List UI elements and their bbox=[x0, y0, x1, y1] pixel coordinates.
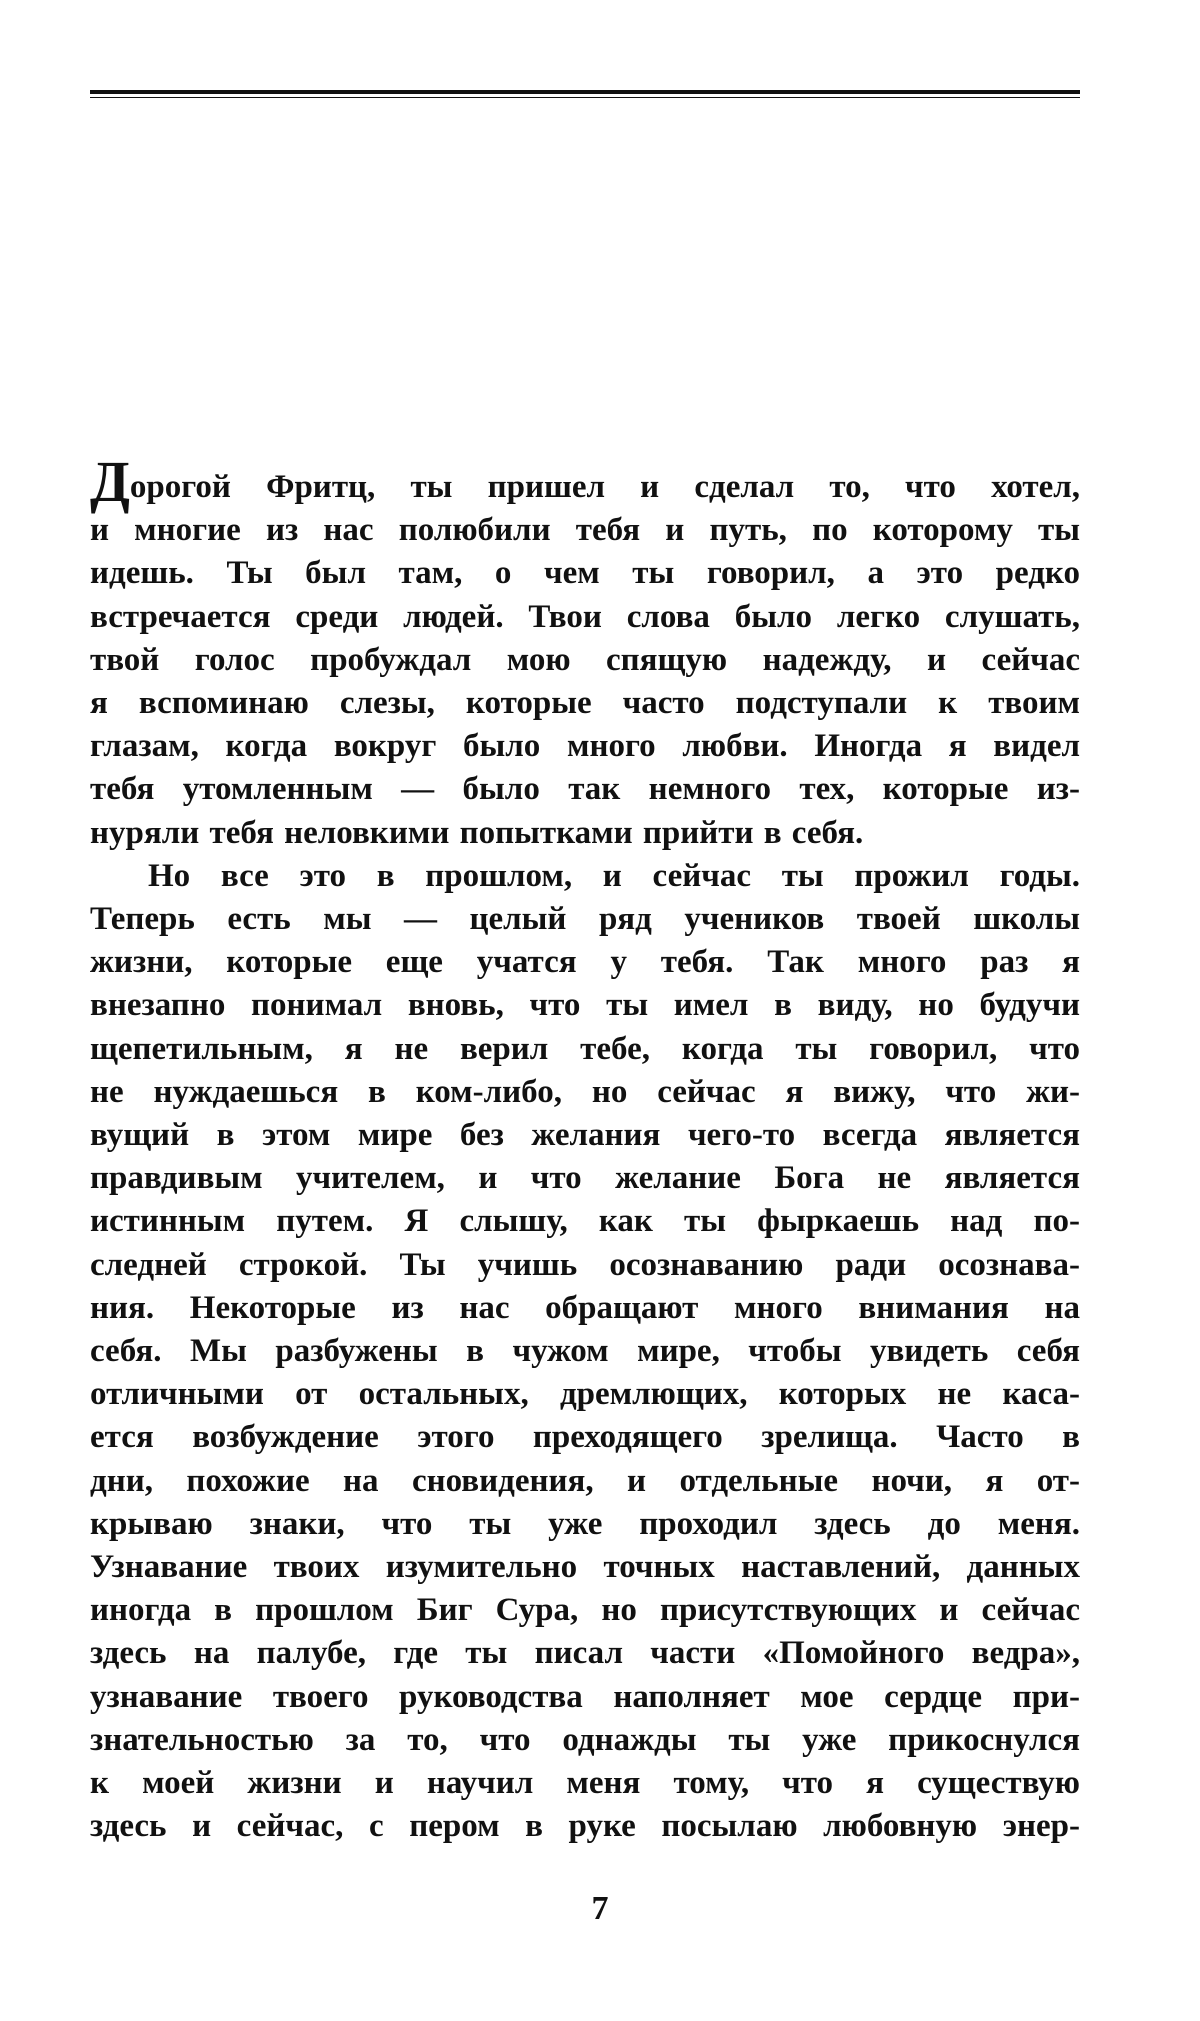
drop-cap: Д bbox=[90, 449, 130, 514]
text-line: следней строкой. Ты учишь осознаванию ради осознава- bbox=[90, 1246, 1080, 1283]
text-line: себя. Мы разбужены в чужом мире, чтобы увидеть себя bbox=[90, 1333, 1080, 1370]
text-line: ния. Некоторые из нас обращают много внимания на bbox=[90, 1289, 1080, 1326]
text-line: я вспоминаю слезы, которые часто подступали к твоим bbox=[90, 685, 1080, 722]
text-line: Дорогой Фритц, ты пришел и сделал то, что хотел, bbox=[90, 449, 1080, 514]
page-number: 7 bbox=[591, 1890, 609, 1927]
text-line: истинным путем. Я слышу, как ты фыркаешь над по- bbox=[90, 1203, 1080, 1240]
text-line: здесь и сейчас, с пером в руке посылаю любовную энер- bbox=[90, 1808, 1080, 1845]
text-line: встречается среди людей. Твои слова было легко слушать, bbox=[90, 598, 1080, 635]
text-line: крываю знаки, что ты уже проходил здесь до меня. bbox=[90, 1505, 1080, 1542]
text-line: не нуждаешься в ком-либо, но сейчас я вижу, что жи- bbox=[90, 1073, 1080, 1110]
text-line: дни, похожие на сновидения, и отдельные ночи, я от- bbox=[90, 1462, 1080, 1499]
text-line: внезапно понимал вновь, что ты имел в виду, но будучи bbox=[90, 987, 1080, 1024]
text-line: Узнавание твоих изумительно точных наставлений, данных bbox=[90, 1549, 1080, 1586]
text-line: правдивым учителем, и что желание Бога не является bbox=[90, 1160, 1080, 1197]
paragraph-2 bbox=[90, 855, 1080, 1849]
text-line: иногда в прошлом Биг Сура, но присутствующих и сейчас bbox=[90, 1592, 1080, 1629]
text-line: отличными от остальных, дремлющих, которых не каса- bbox=[90, 1376, 1080, 1413]
paragraph-1 bbox=[90, 449, 1080, 855]
text-line: глазам, когда вокруг было много любви. Иногда я видел bbox=[90, 728, 1080, 765]
text-line: вущий в этом мире без желания чего-то всегда является bbox=[90, 1117, 1080, 1154]
body-text bbox=[90, 449, 1080, 1849]
text-line: ется возбуждение этого преходящего зрелища. Часто в bbox=[90, 1419, 1080, 1456]
text-line: Но все это в прошлом, и сейчас ты прожил годы. bbox=[148, 857, 1080, 894]
text-line: нуряли тебя неловкими попытками прийти в себя. bbox=[90, 814, 864, 851]
text-line: узнавание твоего руководства наполняет мое сердце при- bbox=[90, 1678, 1080, 1715]
text-line: щепетильным, я не верил тебе, когда ты говорил, что bbox=[90, 1030, 1080, 1067]
header-rule-thin bbox=[90, 97, 1080, 98]
header-rule bbox=[90, 90, 1080, 94]
text-line: идешь. Ты был там, о чем ты говорил, а это редко bbox=[90, 555, 1080, 592]
text-line: Теперь есть мы — целый ряд учеников твоей школы bbox=[90, 901, 1080, 938]
text-line: тебя утомленным — было так немного тех, которые из- bbox=[90, 771, 1080, 808]
text-line: знательностью за то, что однажды ты уже прикоснулся bbox=[90, 1721, 1080, 1758]
text-line: к моей жизни и научил меня тому, что я существую bbox=[90, 1765, 1080, 1802]
text-line: и многие из нас полюбили тебя и путь, по которому ты bbox=[90, 512, 1080, 549]
text-line: жизни, которые еще учатся у тебя. Так много раз я bbox=[90, 944, 1080, 981]
text-line: здесь на палубе, где ты писал части «Помойного ведра», bbox=[90, 1635, 1080, 1672]
text-line: твой голос пробуждал мою спящую надежду, и сейчас bbox=[90, 641, 1080, 678]
